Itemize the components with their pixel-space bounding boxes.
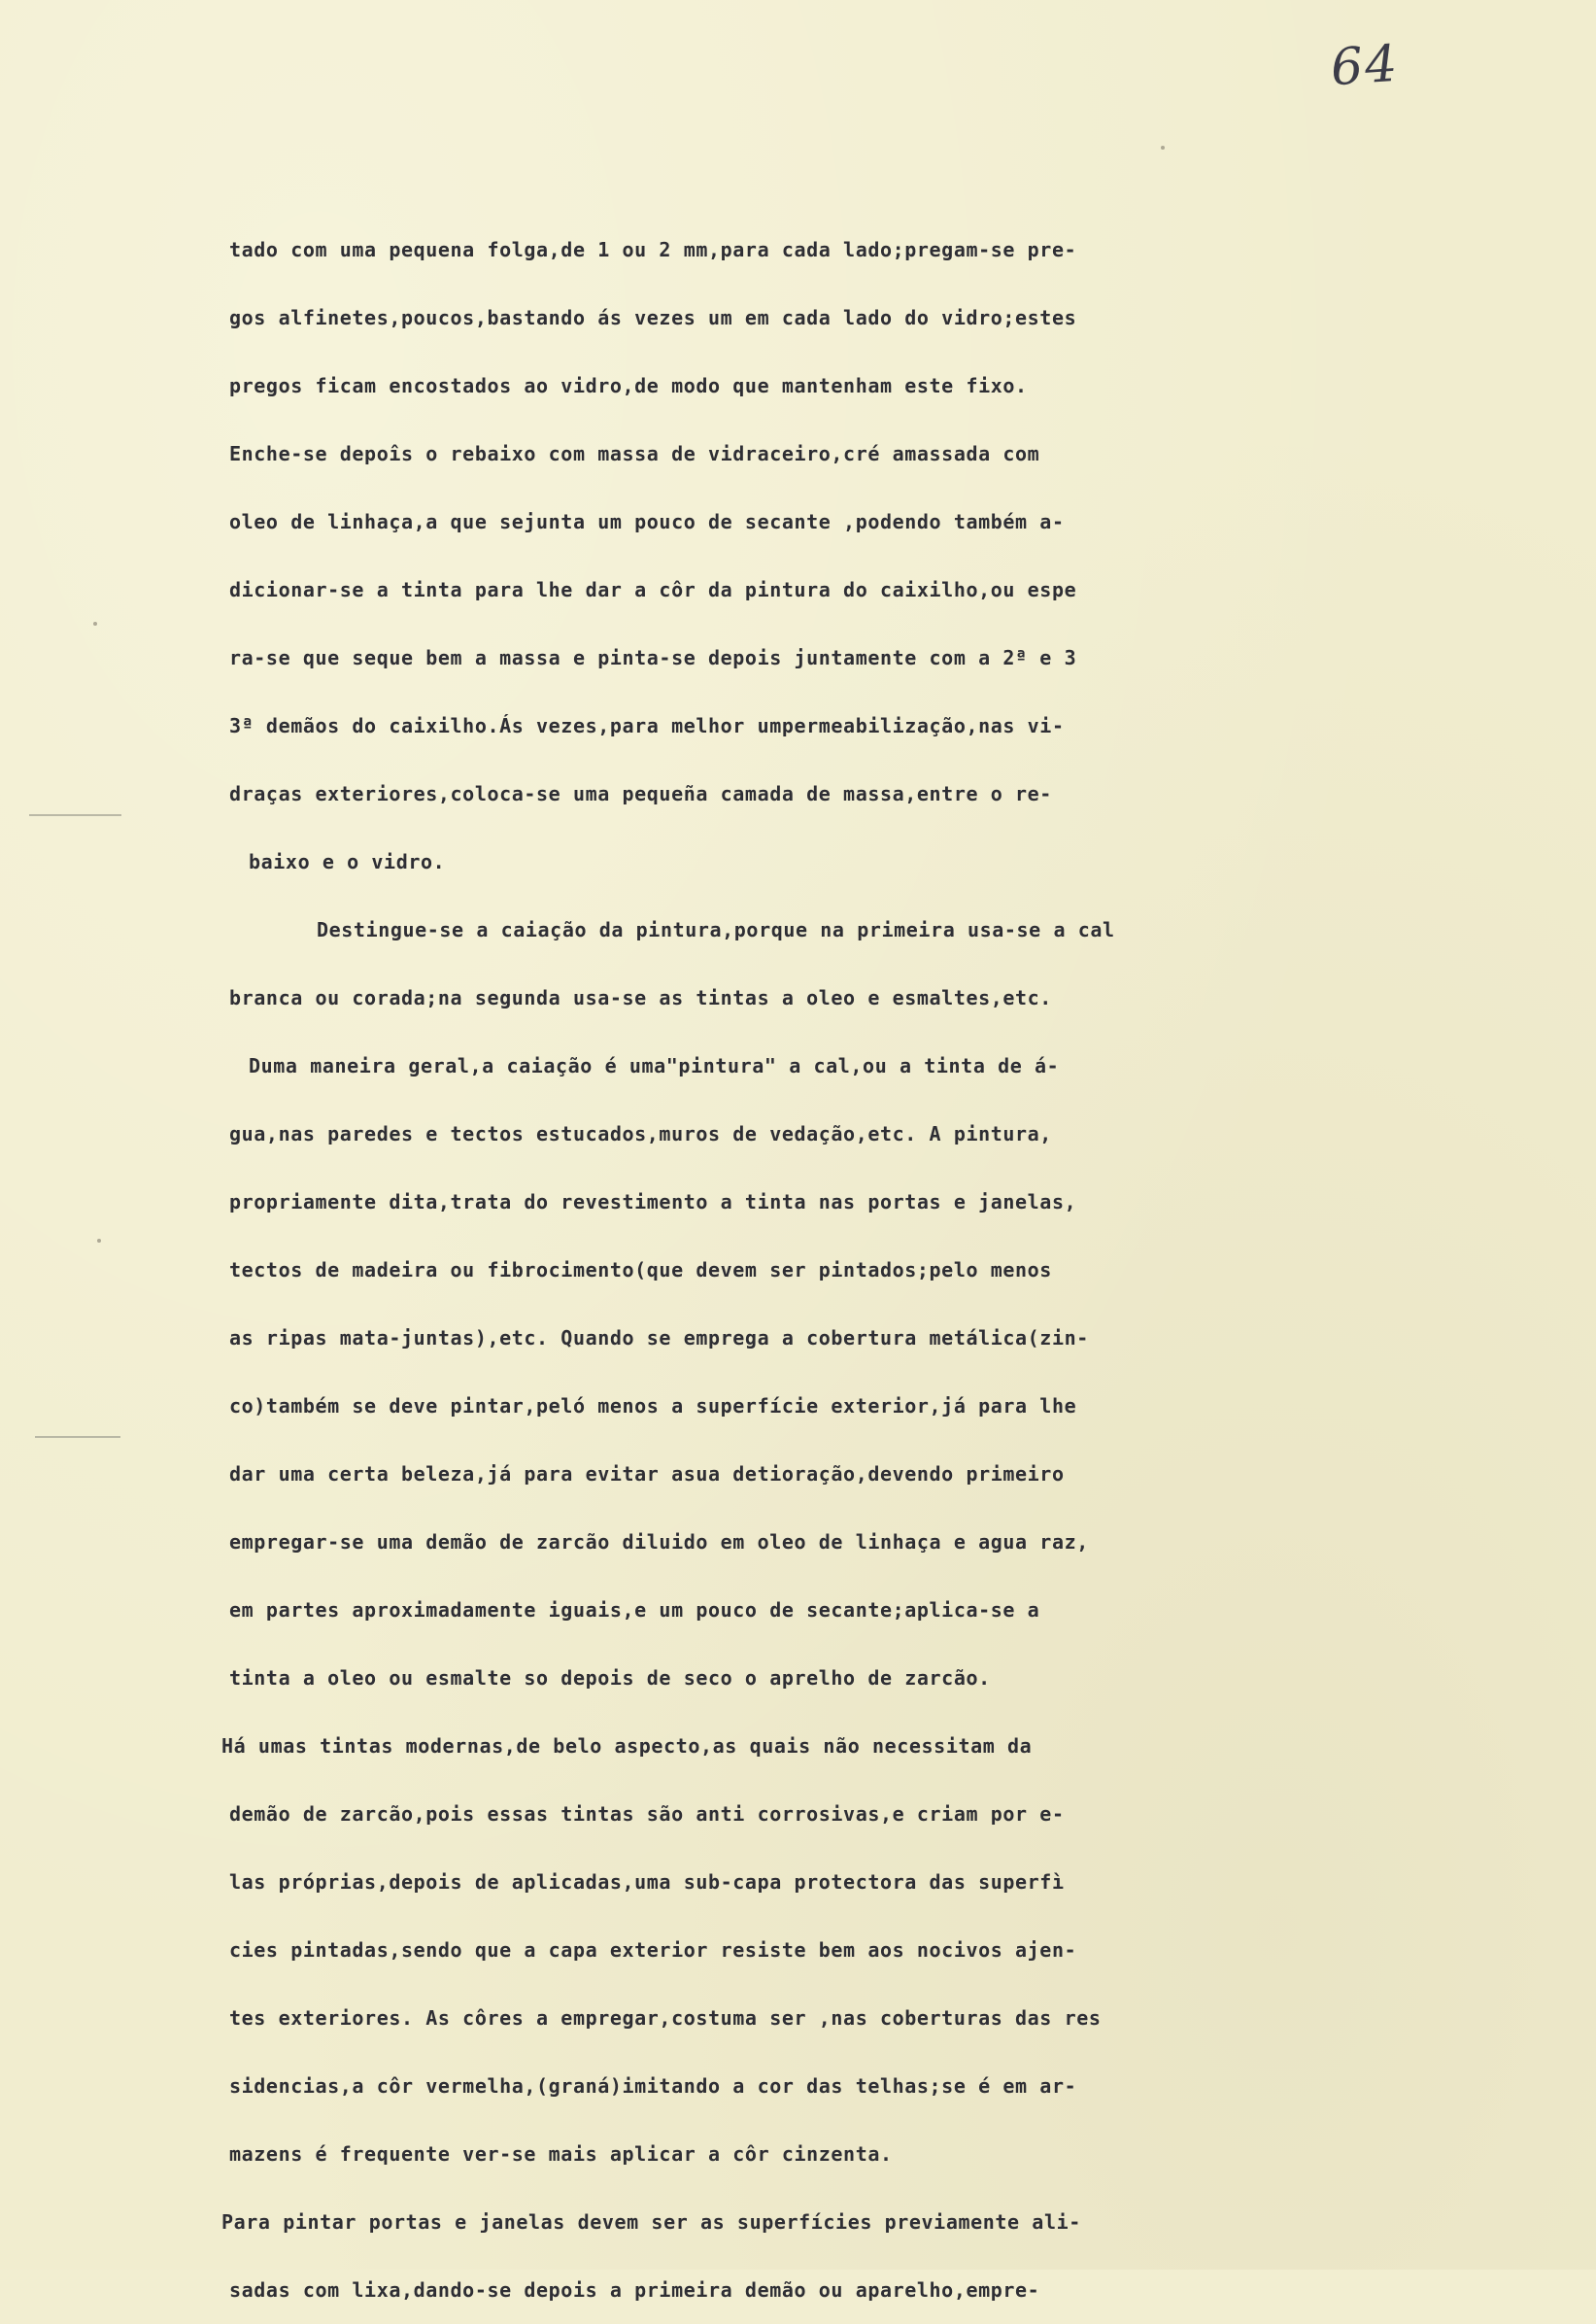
- text-line: draças exteriores,coloca-se uma pequeña camada de massa,entre o re-: [229, 782, 1052, 805]
- text-line: tectos de madeira ou fibrocimento(que devem ser pintados;pelo menos: [229, 1258, 1052, 1282]
- typed-text: [221, 216, 1579, 2324]
- text-line: tinta a oleo ou esmalte so depois de seco o aprelho de zarcão.: [229, 1666, 991, 1690]
- text-line: pregos ficam encostados ao vidro,de modo que mantenham este fixo.: [229, 374, 1028, 397]
- text-line: Para pintar portas e janelas devem ser as superfícies previamente ali-: [221, 2210, 1081, 2234]
- margin-mark: [35, 1436, 120, 1438]
- text-line: gua,nas paredes e tectos estucados,muros de vedação,etc. A pintura,: [229, 1122, 1052, 1145]
- text-line: dicionar-se a tinta para lhe dar a côr da pintura do caixilho,ou espe: [229, 578, 1077, 601]
- text-line: Enche-se depoîs o rebaixo com massa de vidraceiro,cré amassada com: [229, 442, 1040, 465]
- text-line: baixo e o vidro.: [249, 850, 446, 873]
- text-line: ra-se que seque bem a massa e pinta-se depois juntamente com a 2ª e 3: [229, 646, 1077, 669]
- page-number: 64: [1328, 34, 1402, 98]
- text-line: demão de zarcão,pois essas tintas são anti corrosivas,e criam por e-: [229, 1802, 1065, 1826]
- text-line: dar uma certa beleza,já para evitar asua detioração,devendo primeiro: [229, 1462, 1065, 1486]
- text-line: em partes aproximadamente iguais,e um pouco de secante;aplica-se a: [229, 1598, 1040, 1622]
- text-line: cies pintadas,sendo que a capa exterior resiste bem aos nocivos ajen-: [229, 1938, 1077, 1962]
- text-line: Há umas tintas modernas,de belo aspecto,as quais não necessitam da: [221, 1734, 1033, 1758]
- paper-speck: [93, 622, 97, 626]
- text-line: gos alfinetes,poucos,bastando ás vezes um em cada lado do vidro;estes: [229, 306, 1077, 329]
- paper-speck: [97, 1239, 101, 1243]
- text-line: tes exteriores. As côres a empregar,costuma ser ,nas coberturas das res: [229, 2006, 1102, 2030]
- text-line: as ripas mata-juntas),etc. Quando se emprega a cobertura metálica(zin-: [229, 1326, 1089, 1350]
- margin-mark: [29, 814, 121, 816]
- paper-speck: [1161, 146, 1165, 150]
- text-line: oleo de linhaça,a que sejunta um pouco de secante ,podendo também a-: [229, 510, 1065, 533]
- text-line: Destingue-se a caiação da pintura,porque na primeira usa-se a cal: [317, 918, 1115, 941]
- text-line: propriamente dita,trata do revestimento a tinta nas portas e janelas,: [229, 1190, 1077, 1213]
- text-line: branca ou corada;na segunda usa-se as tintas a oleo e esmaltes,etc.: [229, 986, 1052, 1009]
- text-line: empregar-se uma demão de zarcão diluido em oleo de linhaça e agua raz,: [229, 1530, 1089, 1554]
- text-line: sadas com lixa,dando-se depois a primeira demão ou aparelho,empre-: [229, 2278, 1040, 2302]
- text-line: las próprias,depois de aplicadas,uma sub-capa protectora das superfì: [229, 1870, 1065, 1894]
- text-line: tado com uma pequena folga,de 1 ou 2 mm,para cada lado;pregam-se pre-: [229, 238, 1077, 261]
- text-line: sidencias,a côr vermelha,(graná)imitando a cor das telhas;se é em ar-: [229, 2074, 1077, 2098]
- text-line: 3ª demãos do caixilho.Ás vezes,para melhor umpermeabilização,nas vi-: [229, 714, 1065, 737]
- text-line: Duma maneira geral,a caiação é uma"pintura" a cal,ou a tinta de á-: [249, 1054, 1060, 1077]
- text-line: co)também se deve pintar,peló menos a superfície exterior,já para lhe: [229, 1394, 1077, 1418]
- text-line: mazens é frequente ver-se mais aplicar a côr cinzenta.: [229, 2142, 893, 2166]
